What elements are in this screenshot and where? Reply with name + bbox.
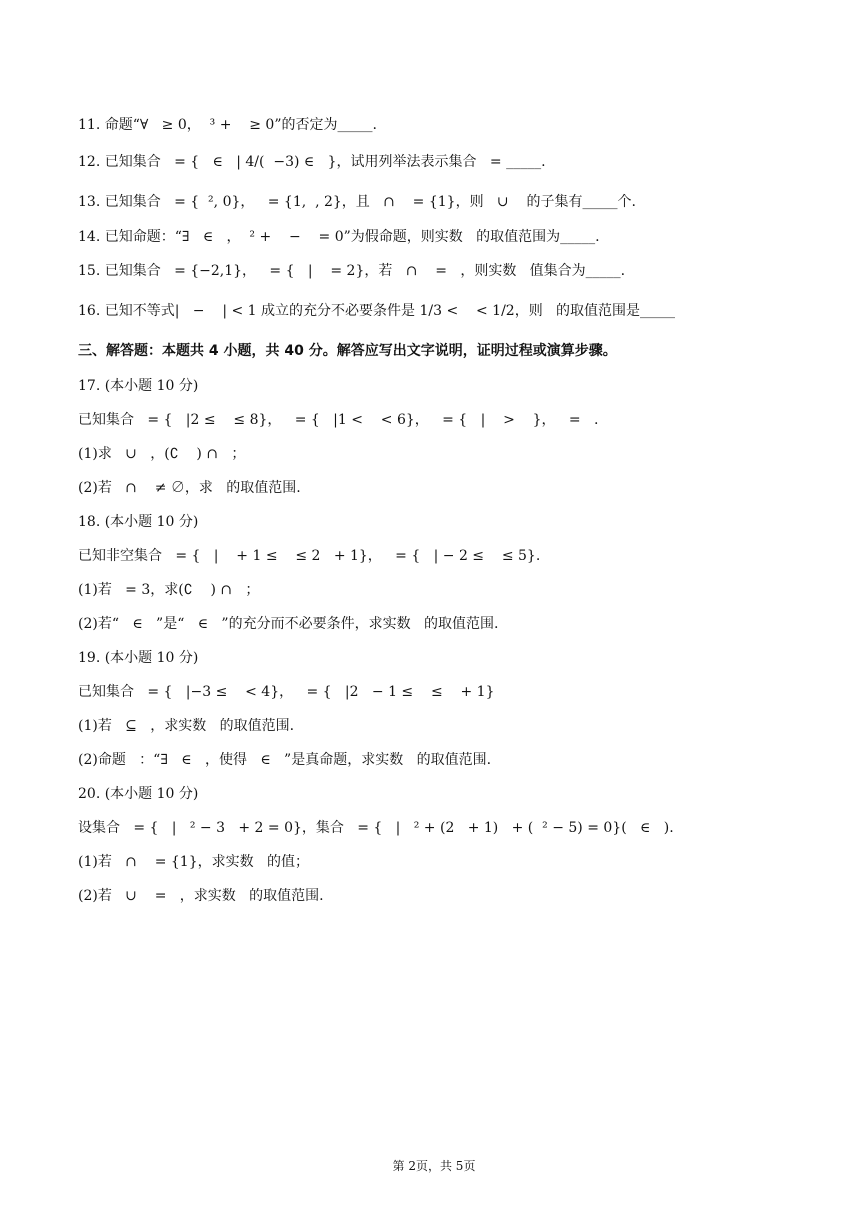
question-20-header: 20. (本小题 10 分) bbox=[78, 786, 199, 802]
question-16: 16. 已知不等式| − | < 1 成立的充分不必要条件是 1/3 < < 1/2，则 的取值范围是_____ bbox=[78, 303, 676, 319]
question-17-part-2: (2)若 ∩ ≠ ∅，求 的取值范围. bbox=[78, 480, 301, 496]
section-heading-3: 三、解答题：本题共 4 小题，共 40 分。解答应写出文字说明，证明过程或演算步骤。 bbox=[78, 343, 617, 359]
page-footer: 第 2页，共 5页 bbox=[392, 1159, 476, 1173]
question-11: 11. 命题“∀ ≥ 0， ³ + ≥ 0”的否定为_____. bbox=[78, 117, 377, 133]
question-20-stem: 设集合 = { | ² − 3 + 2 = 0}，集合 = { | ² + (2 + 1) + ( ² − 5) = 0}( ∈ ). bbox=[78, 820, 674, 836]
question-19-part-1: (1)若 ⊆ ，求实数 的取值范围. bbox=[78, 718, 295, 734]
question-15: 15. 已知集合 = {−2,1}， = { | = 2}，若 ∩ = ，则实数 值集合为_____. bbox=[78, 263, 626, 279]
question-19-header: 19. (本小题 10 分) bbox=[78, 650, 199, 666]
question-12: 12. 已知集合 = { ∈ | 4/( −3) ∈ }，试用列举法表示集合 = _____. bbox=[78, 154, 546, 170]
question-17-stem: 已知集合 = { |2 ≤ ≤ 8}， = { |1 < < 6}， = { | > }， = . bbox=[78, 412, 599, 428]
question-19-stem: 已知集合 = { |−3 ≤ < 4}， = { |2 − 1 ≤ ≤ + 1} bbox=[78, 684, 495, 700]
question-20-part-1: (1)若 ∩ = {1}，求实数 的值； bbox=[78, 854, 309, 870]
question-13: 13. 已知集合 = { ², 0}， = {1, , 2}，且 ∩ = {1}，则 ∪ 的子集有_____个. bbox=[78, 194, 636, 210]
question-17-header: 17. (本小题 10 分) bbox=[78, 378, 199, 394]
question-19-part-2: (2)命题 ：“∃ ∈ ，使得 ∈ ”是真命题，求实数 的取值范围. bbox=[78, 752, 492, 768]
question-18-part-1: (1)若 = 3，求(∁ ) ∩ ； bbox=[78, 582, 260, 598]
question-18-stem: 已知非空集合 = { | + 1 ≤ ≤ 2 + 1}， = { | − 2 ≤ ≤ 5}. bbox=[78, 548, 541, 564]
question-20-part-2: (2)若 ∪ = ，求实数 的取值范围. bbox=[78, 888, 324, 904]
question-18-part-2: (2)若“ ∈ ”是“ ∈ ”的充分而不必要条件，求实数 的取值范围. bbox=[78, 616, 499, 632]
question-17-part-1: (1)求 ∪ ，(∁ ) ∩ ； bbox=[78, 446, 246, 462]
question-14: 14. 已知命题：“∃ ∈ ， ² + − = 0”为假命题，则实数 的取值范围为_____. bbox=[78, 229, 600, 245]
question-18-header: 18. (本小题 10 分) bbox=[78, 514, 199, 530]
